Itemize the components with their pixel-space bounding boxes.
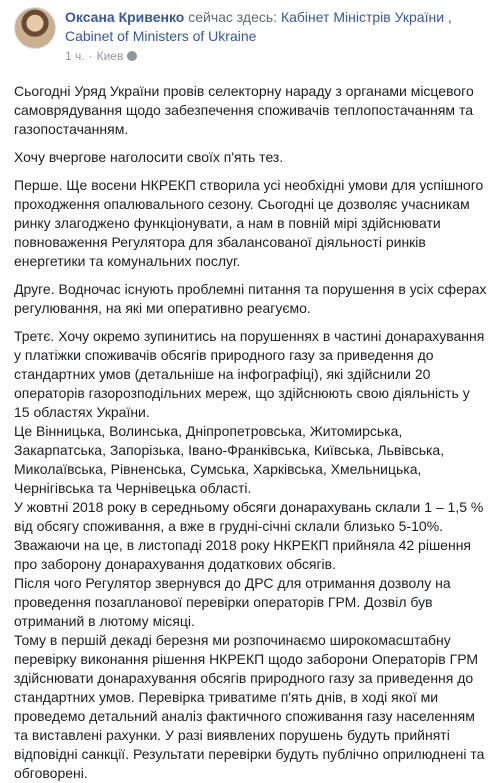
post-time-line <box>65 49 488 63</box>
author-line <box>65 8 488 46</box>
post-city: Киев <box>96 49 124 63</box>
paragraph-9: Після чого Регулятор звернувся до ДРС для отримання дозволу на проведення позапланової перевірки операторів ГРМ. Дозвіл був отриманий в лютому місяці. <box>14 575 451 629</box>
post-meta <box>65 7 488 63</box>
paragraph-10: Тому в першій декаді березня ми розпочинаємо широкомасштабну перевірку виконання рішення НКРЕКП щодо заборони Операторів ГРМ здійснювати донарахування обсягів природного газу за приведення до стандартних умов. Перевірка триватиме п'ять днів, в ході якої ми проведемо детальний аналіз фактичного споживання газу населенням та виставлені рахунки. У разі виявлених порушень будуть прийняті відповідні санкції. Результати перевірки будуть публічно оприлюднені та обговорені. <box>14 632 485 781</box>
location-prefix: сейчас здесь: <box>188 9 278 25</box>
globe-icon[interactable] <box>127 51 137 61</box>
author-avatar[interactable] <box>14 7 56 49</box>
paragraph-5: Третє. Хочу окремо зупинитись на порушеннях в частині донарахування у платіжки споживачів обсягів природного газу за приведення до стандартних умов (детальніше на інфографіці), які здійснили 20 операторів газорозподільних мереж, що здійснюють свою діяльність у 15 областях України. <box>14 328 485 420</box>
paragraph-4: Друге. Водночас існують проблемні питання та порушення в усіх сферах регулювання, на які ми оперативно реагуємо. <box>14 281 487 316</box>
meta-separator: · <box>88 49 93 63</box>
paragraph-6: Це Вінницька, Волинська, Дніпропетровська, Житомирська, Закарпатська, Запорізька, Івано-Франківська, Київська, Львівська, Миколаївська, Рівненська, Сумська, Харківська, Хмельницька, Чернігівська та Чернівецька області. <box>14 423 445 496</box>
paragraph-8: Зважаючи на це, в листопаді 2018 року НКРЕКП прийняла 42 рішення про заборону донарахування додаткових обсягів. <box>14 537 472 572</box>
paragraph-2: Хочу вчергове наголосити своїх п'ять тез. <box>14 149 284 165</box>
author-name[interactable]: Оксана Кривенко <box>65 9 185 25</box>
paragraph-7: У жовтні 2018 року в середньому обсяги донарахувань склали 1 – 1,5 % від обсягу споживання, а вже в грудні-січні склали близько 5-10%. <box>14 499 484 534</box>
paragraph-3: Перше. Ще восени НКРЕКП створила усі необхідні умови для успішного проходження опалювального сезону. Сьогодні це дозволяє учасникам ринку злагоджено функціонувати, а нам в повній мірі здійснювати повноваження Регулятора для збалансованої діяльності ринків енергетики та комунальних послуг. <box>14 177 484 269</box>
post-content <box>14 82 488 783</box>
post-time[interactable]: 1 ч. <box>65 49 85 63</box>
paragraph-1: Сьогодні Уряд України провів селекторну нараду з органами місцевого самоврядування щодо забезпечення споживачів теплопостачанням та газопостачанням. <box>14 83 474 137</box>
page-link[interactable]: Кабінет Міністрів України , Cabinet of Ministers of Ukraine <box>65 9 452 44</box>
post-header <box>14 7 488 63</box>
